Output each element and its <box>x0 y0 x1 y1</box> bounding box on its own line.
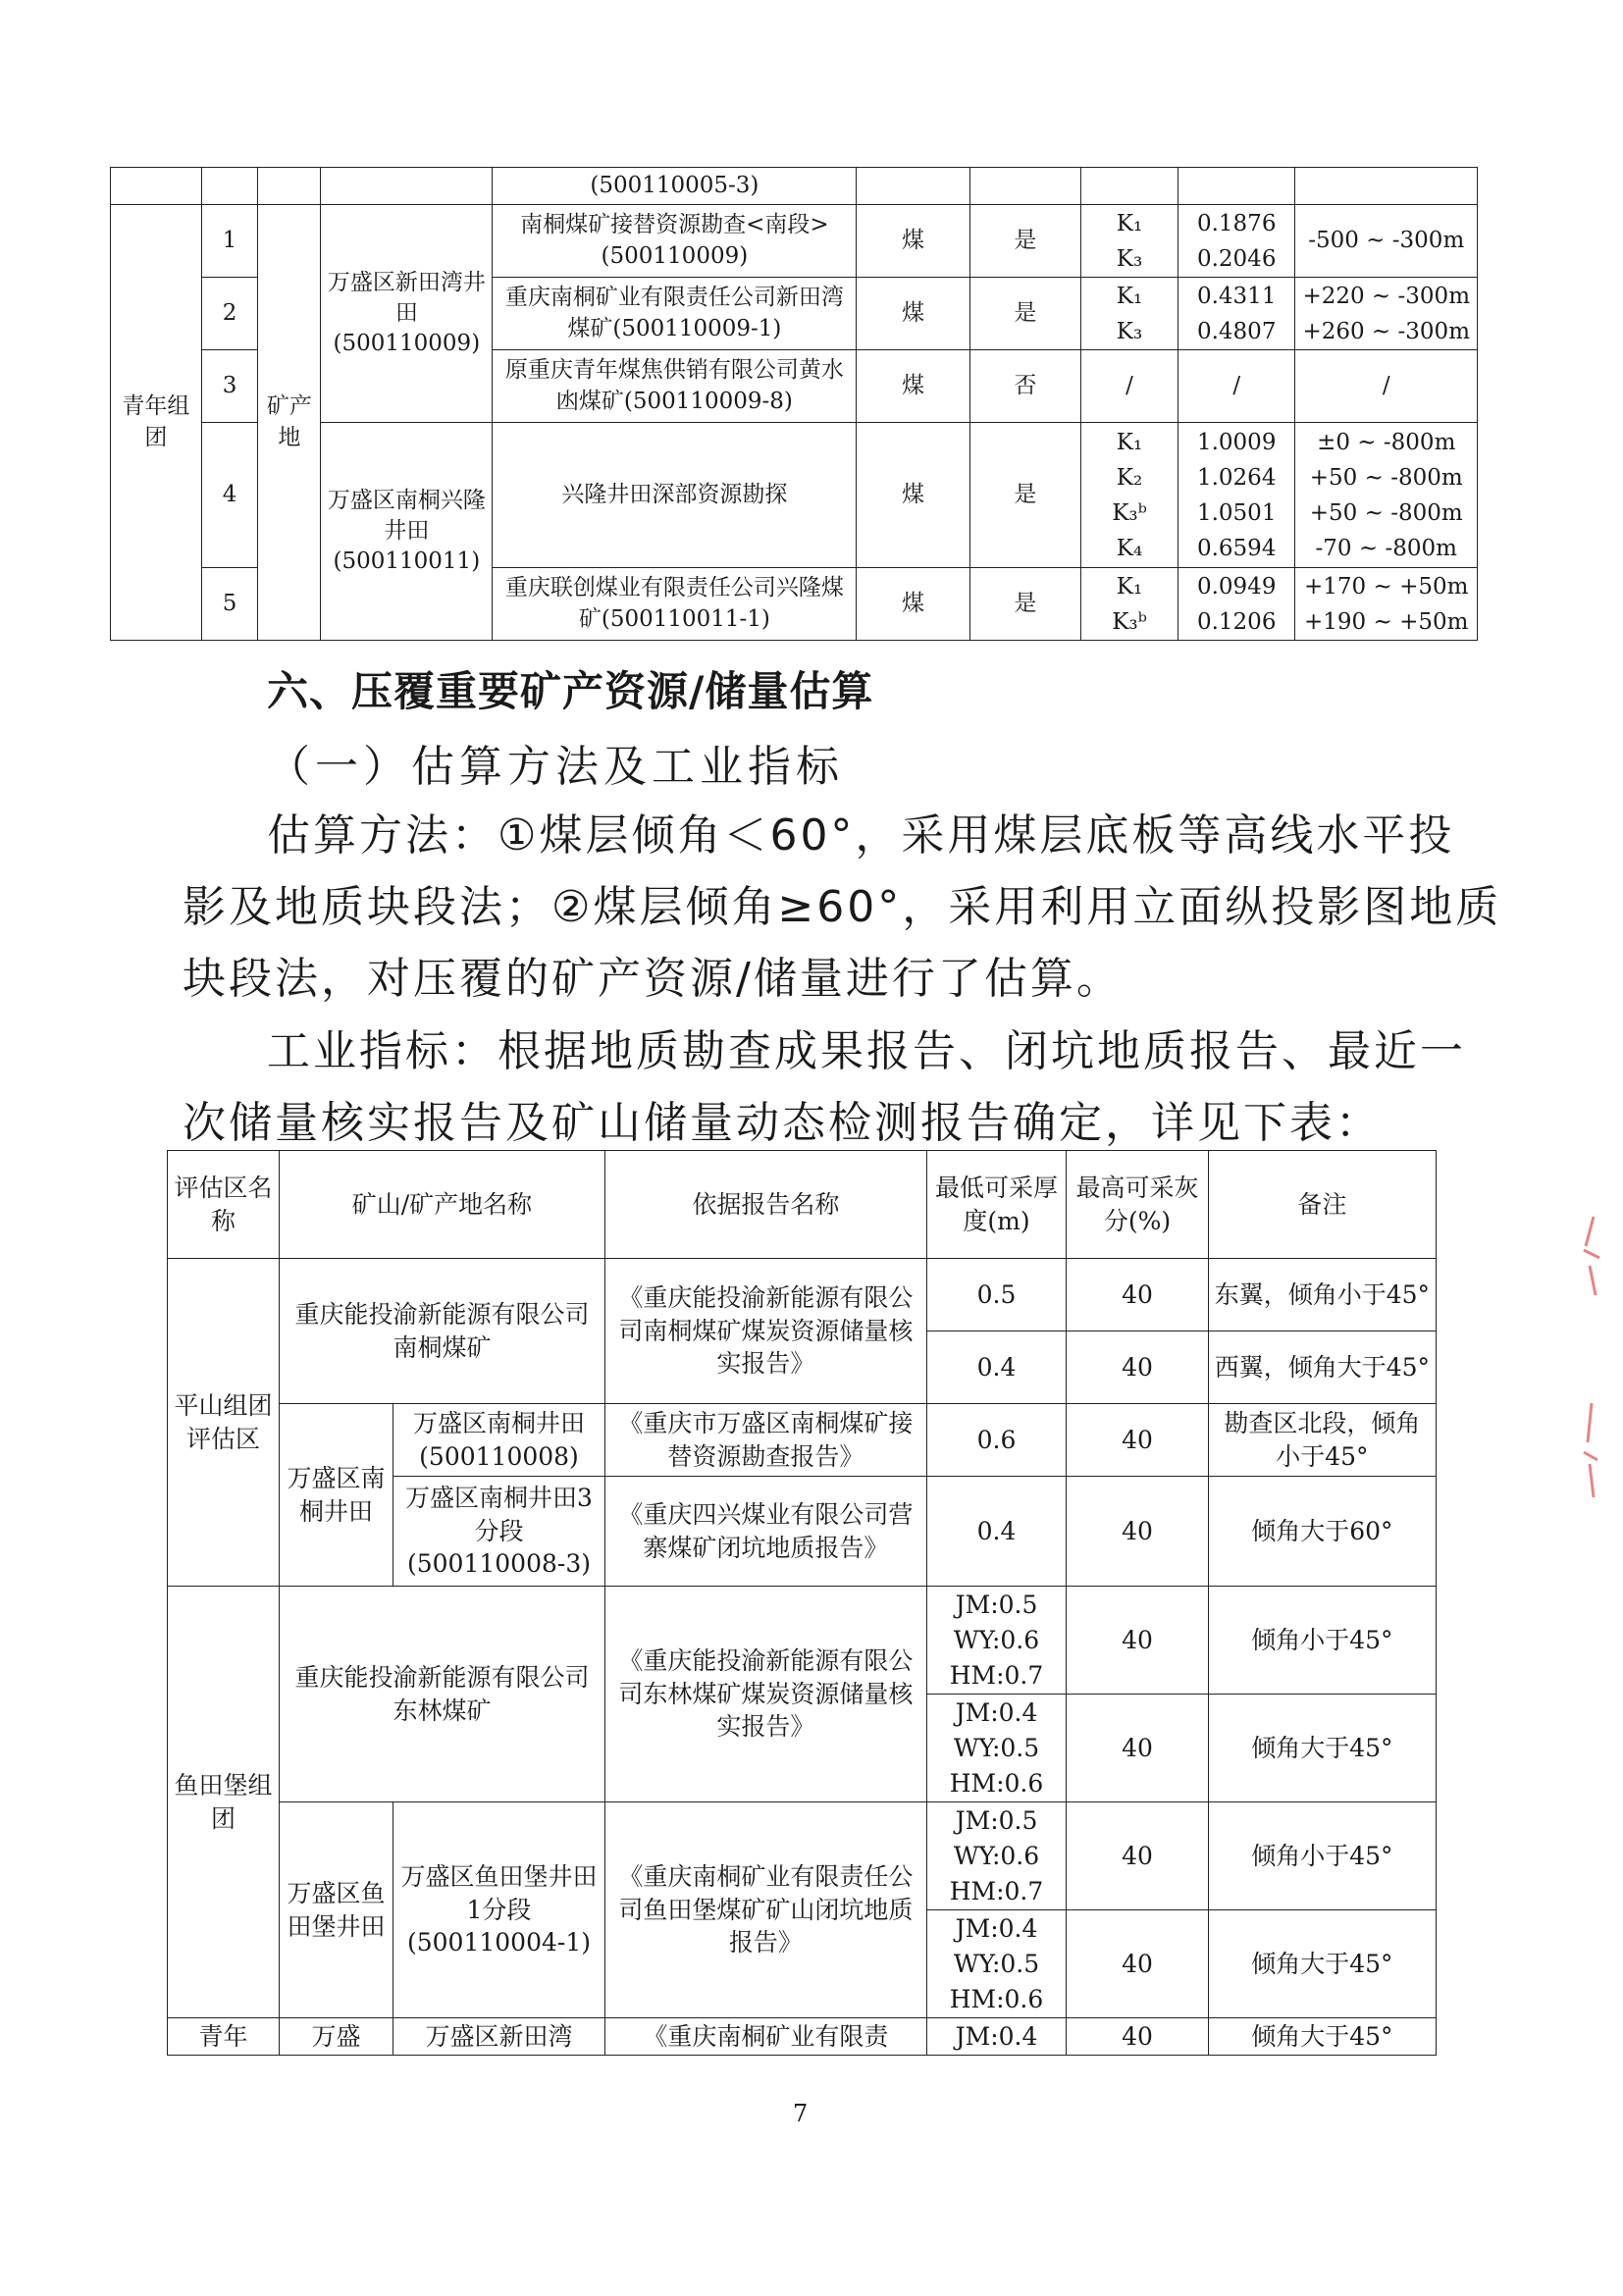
min-thickness: JM:0.4 <box>926 2018 1067 2056</box>
report-name: 《重庆南桐矿业有限责任公司鱼田堡煤矿矿山闭坑地质报告》 <box>604 1802 926 2018</box>
report-name: 《重庆四兴煤业有限公司营寨煤矿闭坑地质报告》 <box>604 1477 926 1587</box>
zone-cell: 鱼田堡组团 <box>168 1587 280 2018</box>
table-header-row <box>168 1151 1437 1259</box>
table-row <box>168 2018 1437 2056</box>
industrial-index-table <box>167 1150 1437 2056</box>
depth-range: ±0 ~ -800m +50 ~ -800m +50 ~ -800m -70 ~ -800m <box>1295 423 1478 568</box>
zone-cell: 青年 <box>168 2018 280 2056</box>
depth-range: +220 ~ -300m +260 ~ -300m <box>1295 278 1478 350</box>
row-number: 2 <box>201 278 258 350</box>
report-name: 《重庆能投渝新能源有限公司东林煤矿煤炭资源储量核实报告》 <box>604 1587 926 1802</box>
seam-codes: K₁ K₃ <box>1081 278 1178 350</box>
min-thickness: 0.5 <box>926 1259 1067 1331</box>
mine-name: 重庆南桐矿业有限责任公司新田湾煤矿(500110009-1) <box>493 278 857 350</box>
depth-range: +170 ~ +50m +190 ~ +50m <box>1295 568 1478 641</box>
min-thickness: JM:0.5 WY:0.6 HM:0.7 <box>926 1802 1067 1910</box>
note-cell: 勘查区北段，倾角小于45° <box>1208 1404 1436 1477</box>
group-cell: 青年组团 <box>111 205 202 641</box>
depth-range: / <box>1295 350 1478 423</box>
note-cell: 东翼，倾角小于45° <box>1208 1259 1436 1331</box>
table-cell <box>201 168 258 205</box>
sub-heading: （一）估算方法及工业指标 <box>267 742 844 792</box>
seam-values: 0.1876 0.2046 <box>1178 205 1295 278</box>
seam-values: / <box>1178 350 1295 423</box>
column-header: 矿山/矿产地名称 <box>280 1151 605 1259</box>
max-ash: 40 <box>1067 1802 1209 1910</box>
table-cell: (500110005-3) <box>493 168 857 205</box>
note-cell: 倾角小于45° <box>1208 1587 1436 1695</box>
report-name: 《重庆能投渝新能源有限公司南桐煤矿煤炭资源储量核实报告》 <box>604 1259 926 1404</box>
column-header: 最低可采厚度(m) <box>926 1151 1067 1259</box>
min-thickness: 0.4 <box>926 1477 1067 1587</box>
table-cell <box>857 168 969 205</box>
note-cell: 倾角大于45° <box>1208 2018 1436 2056</box>
max-ash: 40 <box>1067 2018 1209 2056</box>
depth-range: -500 ~ -300m <box>1295 205 1478 278</box>
seam-values: 0.4311 0.4807 <box>1178 278 1295 350</box>
seam-codes: K₁ K₃ᵇ <box>1081 568 1178 641</box>
max-ash: 40 <box>1067 1910 1209 2018</box>
mine-name: 万盛区鱼田堡井田1分段(500110004-1) <box>393 1802 605 2018</box>
field-name-cell: 万盛区南桐兴隆井田(500110011) <box>321 423 493 641</box>
mineral-cell: 煤 <box>857 568 969 641</box>
table-cell <box>258 168 321 205</box>
seam-codes: K₁ K₃ <box>1081 205 1178 278</box>
type-cell: 矿产地 <box>258 205 321 641</box>
mineral-cell: 煤 <box>857 205 969 278</box>
row-number: 4 <box>201 423 258 568</box>
table-row <box>168 1404 1437 1477</box>
seam-codes: / <box>1081 350 1178 423</box>
note-cell: 倾角大于45° <box>1208 1695 1436 1802</box>
min-thickness: JM:0.5 WY:0.6 HM:0.7 <box>926 1587 1067 1695</box>
covered-cell: 是 <box>969 278 1080 350</box>
table-cell <box>321 168 493 205</box>
mineral-cell: 煤 <box>857 423 969 568</box>
mineral-cell: 煤 <box>857 278 969 350</box>
column-header: 最高可采灰分(%) <box>1067 1151 1209 1259</box>
red-stamp-fragment <box>1580 1207 1605 1501</box>
max-ash: 40 <box>1067 1477 1209 1587</box>
covered-cell: 是 <box>969 423 1080 568</box>
mine-name: 原重庆青年煤焦供销有限公司黄水凼煤矿(500110009-8) <box>493 350 857 423</box>
covered-cell: 是 <box>969 568 1080 641</box>
mineral-cell: 煤 <box>857 350 969 423</box>
table-cell <box>1295 168 1478 205</box>
mine-name: 兴隆井田深部资源勘探 <box>493 423 857 568</box>
mine-name: 万盛区南桐井田(500110008) <box>393 1404 605 1477</box>
field-cell: 万盛 <box>280 2018 393 2056</box>
column-header: 依据报告名称 <box>604 1151 926 1259</box>
row-number: 3 <box>201 350 258 423</box>
row-number: 5 <box>201 568 258 641</box>
report-name: 《重庆市万盛区南桐煤矿接替资源勘查报告》 <box>604 1404 926 1477</box>
table-cell <box>1178 168 1295 205</box>
mine-name: 重庆能投渝新能源有限公司南桐煤矿 <box>280 1259 605 1404</box>
mine-name: 万盛区新田湾 <box>393 2018 605 2056</box>
min-thickness: 0.6 <box>926 1404 1067 1477</box>
field-cell: 万盛区南桐井田 <box>280 1404 393 1587</box>
row-number: 1 <box>201 205 258 278</box>
field-name-cell: 万盛区新田湾井田(500110009) <box>321 205 493 423</box>
min-thickness: JM:0.4 WY:0.5 HM:0.6 <box>926 1910 1067 2018</box>
max-ash: 40 <box>1067 1587 1209 1695</box>
note-cell: 倾角小于45° <box>1208 1802 1436 1910</box>
min-thickness: 0.4 <box>926 1331 1067 1404</box>
table-row <box>168 1587 1437 1695</box>
max-ash: 40 <box>1067 1404 1209 1477</box>
max-ash: 40 <box>1067 1695 1209 1802</box>
min-thickness: JM:0.4 WY:0.5 HM:0.6 <box>926 1695 1067 1802</box>
mine-list-table <box>110 167 1478 641</box>
table-cell <box>1081 168 1178 205</box>
page-number: 7 <box>793 2100 809 2127</box>
note-cell: 西翼，倾角大于45° <box>1208 1331 1436 1404</box>
method-paragraph-line: 估算方法：①煤层倾角＜60°，采用煤层底板等高线水平投 <box>267 810 1455 861</box>
index-paragraph-line: 工业指标：根据地质勘查成果报告、闭坑地质报告、最近一 <box>267 1026 1466 1076</box>
table-row <box>111 168 1478 205</box>
seam-values: 0.0949 0.1206 <box>1178 568 1295 641</box>
table-cell <box>111 168 202 205</box>
covered-cell: 是 <box>969 205 1080 278</box>
covered-cell: 否 <box>969 350 1080 423</box>
table-row <box>111 205 1478 278</box>
table-cell <box>969 168 1080 205</box>
max-ash: 40 <box>1067 1259 1209 1331</box>
mine-name: 重庆能投渝新能源有限公司东林煤矿 <box>280 1587 605 1802</box>
note-cell: 倾角大于45° <box>1208 1910 1436 2018</box>
mine-name: 重庆联创煤业有限责任公司兴隆煤矿(500110011-1) <box>493 568 857 641</box>
seam-codes: K₁ K₂ K₃ᵇ K₄ <box>1081 423 1178 568</box>
report-name: 《重庆南桐矿业有限责 <box>604 2018 926 2056</box>
mine-name: 南桐煤矿接替资源勘查<南段>(500110009) <box>493 205 857 278</box>
mine-name: 万盛区南桐井田3分段(500110008-3) <box>393 1477 605 1587</box>
index-paragraph-line: 次储量核实报告及矿山储量动态检测报告确定，详见下表： <box>183 1098 1382 1148</box>
method-paragraph-line: 块段法，对压覆的矿产资源/储量进行了估算。 <box>183 954 1123 1004</box>
seam-values: 1.0009 1.0264 1.0501 0.6594 <box>1178 423 1295 568</box>
field-cell: 万盛区鱼田堡井田 <box>280 1802 393 2018</box>
table-row <box>168 1259 1437 1331</box>
column-header: 评估区名称 <box>168 1151 280 1259</box>
note-cell: 倾角大于60° <box>1208 1477 1436 1587</box>
zone-cell: 平山组团评估区 <box>168 1259 280 1587</box>
column-header: 备注 <box>1208 1151 1436 1259</box>
table-row <box>168 1802 1437 1910</box>
section-heading: 六、压覆重要矿产资源/储量估算 <box>267 667 874 715</box>
method-paragraph-line: 影及地质块段法；②煤层倾角≥60°，采用利用立面纵投影图地质 <box>183 882 1502 932</box>
max-ash: 40 <box>1067 1331 1209 1404</box>
